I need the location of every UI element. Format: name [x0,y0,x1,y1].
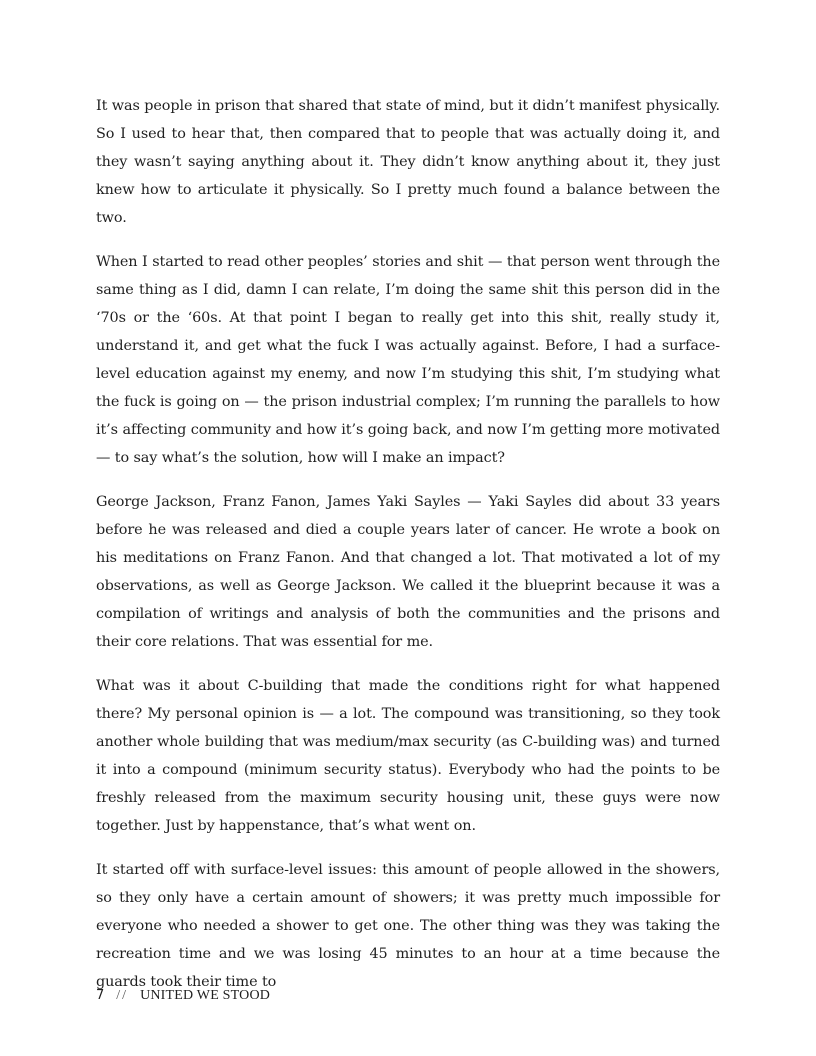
paragraph-1: It was people in prison that shared that state of mind, but it didn’t manifest physically. So I used to hear that, then compared that to people that was actually doing it, and they wasn’t saying anything about it. They didn’t know anything about it, they just knew how to articulate it physically. So I pretty much found a balance between the two. [96,98,720,226]
page-number: 7 [96,988,105,1003]
paragraph-4: What was it about C-building that made the conditions right for what happened there? My personal opinion is — a lot. The compound was transitioning, so they took another whole building that was medium/max security (as C-building was) and turned it into a compound (minimum security status). Everybody who had the points to be freshly released from the maximum security housing unit, these guys were now together. Just by happenstance, that’s what went on. [96,678,720,834]
page-footer [96,988,270,1004]
paragraph-5: It started off with surface-level issues: this amount of people allowed in the showers, so they only have a certain amount of showers; it was pretty much impossible for everyone who needed a shower to get one. The other thing was they was taking the recreation time and we was losing 45 minutes to an hour at a time because the guards took their time to [96,862,720,990]
page-body [96,92,720,1012]
paragraph-3: George Jackson, Franz Fanon, James Yaki Sayles — Yaki Sayles did about 33 years before he was released and died a couple years later of cancer. He wrote a book on his meditations on Franz Fanon. And that changed a lot. That motivated a lot of my observations, as well as George Jackson. We called it the blueprint because it was a compilation of writings and analysis of both the communities and the prisons and their core relations. That was essential for me. [96,494,720,650]
running-title: UNITED WE STOOD [140,988,271,1003]
footer-separator: // [116,988,129,1003]
paragraph-2: When I started to read other peoples’ stories and shit — that person went through the same thing as I did, damn I can relate, I’m doing the same shit this person did in the ‘70s or the ‘60s. At that point I began to really get into this shit, really study it, understand it, and get what the fuck I was actually against. Before, I had a surface-level education against my enemy, and now I’m studying this shit, I’m studying what the fuck is going on — the prison industrial complex; I’m running the parallels to how it’s affecting community and how it’s going back, and now I’m getting more motivated — to say what’s the solution, how will I make an impact? [96,254,720,466]
